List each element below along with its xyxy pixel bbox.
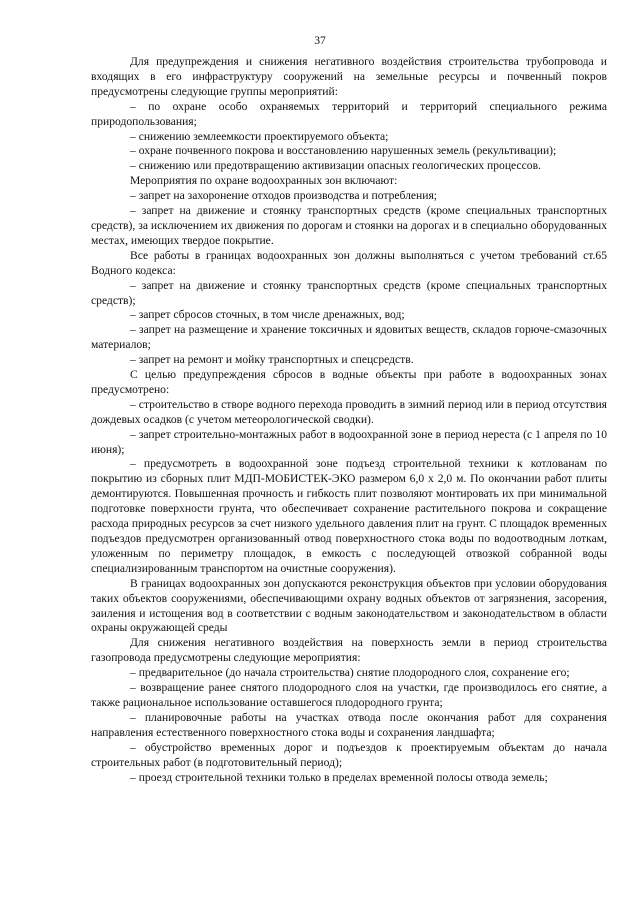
- list-item: – предусмотреть в водоохранной зоне подъезд строительной техники к котлованам по покрытию из сборных плит МДП-МОБИСТЕК-ЭКО размером 6,0 х 2,0 м. По окончании работ плиты демонтируются. Повышенная прочность и гибкость плит позволяют монтировать их при минимальной подготовке поверхности грунта, что обеспечивает сохранение растительного покрова и сокращение расхода природных ресурсов за счет низкого удельного давления плит на грунт. С площадок временных подъездов предусмотрен организованный отвод поверхностного стока воды по водоотводным лоткам, уложенным по периметру площадок, в емкость с последующей отвозкой собранной воды специализированным транспортом на очистные сооружения).: [91, 457, 607, 575]
- list-item: – запрет на размещение и хранение токсичных и ядовитых веществ, складов горюче-смазочных материалов;: [91, 323, 607, 352]
- list-item: – возвращение ранее снятого плодородного слоя на участки, где производилось его снятие, а также рациональное использование оставшегося плодородного грунта;: [91, 681, 607, 709]
- list-item: – снижению или предотвращению активизации опасных геологических процессов.: [130, 159, 541, 173]
- paragraph: В границах водоохранных зон допускаются реконструкция объектов при условии оборудования таких объектов сооружениями, обеспечивающими охрану водных объектов от загрязнения, засорения, заиления и истощения вод в соответствии с водным законодательством и законодательством в области охраны окружающей среды: [91, 576, 607, 635]
- list-item: – проезд строительной техники только в пределах временной полосы отвода земель;: [130, 770, 548, 784]
- paragraph: Мероприятия по охране водоохранных зон включают:: [130, 174, 398, 188]
- list-item: – запрет на ремонт и мойку транспортных и спецсредств.: [130, 353, 414, 367]
- list-item: – по охране особо охраняемых территорий и территорий специального режима природопользования;: [91, 99, 607, 128]
- paragraph: Все работы в границах водоохранных зон должны выполняться с учетом требований ст.65 Водного кодекса:: [91, 248, 607, 277]
- list-item: – строительство в створе водного перехода проводить в зимний период или в период отсутствия дождевых осадков (с учетом метеорологической сводки).: [91, 397, 607, 426]
- document-body: [91, 55, 607, 785]
- paragraph: С целью предупреждения сбросов в водные объекты при работе в водоохранных зонах предусмотрено:: [91, 368, 607, 396]
- list-item: – охране почвенного покрова и восстановлению нарушенных земель (рекультивации);: [130, 144, 557, 158]
- list-item: – предварительное (до начала строительства) снятие плодородного слоя, сохранение его;: [130, 666, 570, 680]
- paragraph: Для снижения негативного воздействия на поверхность земли в период строительства газопровода предусмотрены следующие мероприятия:: [91, 636, 607, 665]
- list-item: – снижению землеемкости проектируемого объекта;: [130, 129, 389, 143]
- list-item: – запрет на движение и стоянку транспортных средств (кроме специальных транспортных средств), за исключением их движения по дорогам и стоянки на дорогах и в специально оборудованных местах, имеющих твердое покрытие.: [91, 204, 607, 247]
- list-item: – планировочные работы на участках отвода после окончания работ для сохранения направления естественного поверхностного стока воды и сохранения ландшафта;: [91, 710, 607, 739]
- list-item: – обустройство временных дорог и подъездов к проектируемым объектам до начала строительных работ (в подготовительный период);: [91, 740, 607, 769]
- list-item: – запрет сбросов сточных, в том числе дренажных, вод;: [130, 308, 405, 322]
- list-item: – запрет на движение и стоянку транспортных средств (кроме специальных транспортных средств);: [91, 278, 607, 307]
- list-item: – запрет на захоронение отходов производства и потребления;: [130, 189, 438, 203]
- page-number: 37: [314, 34, 326, 47]
- paragraph: Для предупреждения и снижения негативного воздействия строительства трубопровода и входящих в его инфраструктуру сооружений на земельные ресурсы и почвенный покров предусмотрены следующие группы мероприятий:: [91, 55, 607, 98]
- list-item: – запрет строительно-монтажных работ в водоохранной зоне в период нереста (с 1 апреля по 10 июня);: [91, 427, 607, 456]
